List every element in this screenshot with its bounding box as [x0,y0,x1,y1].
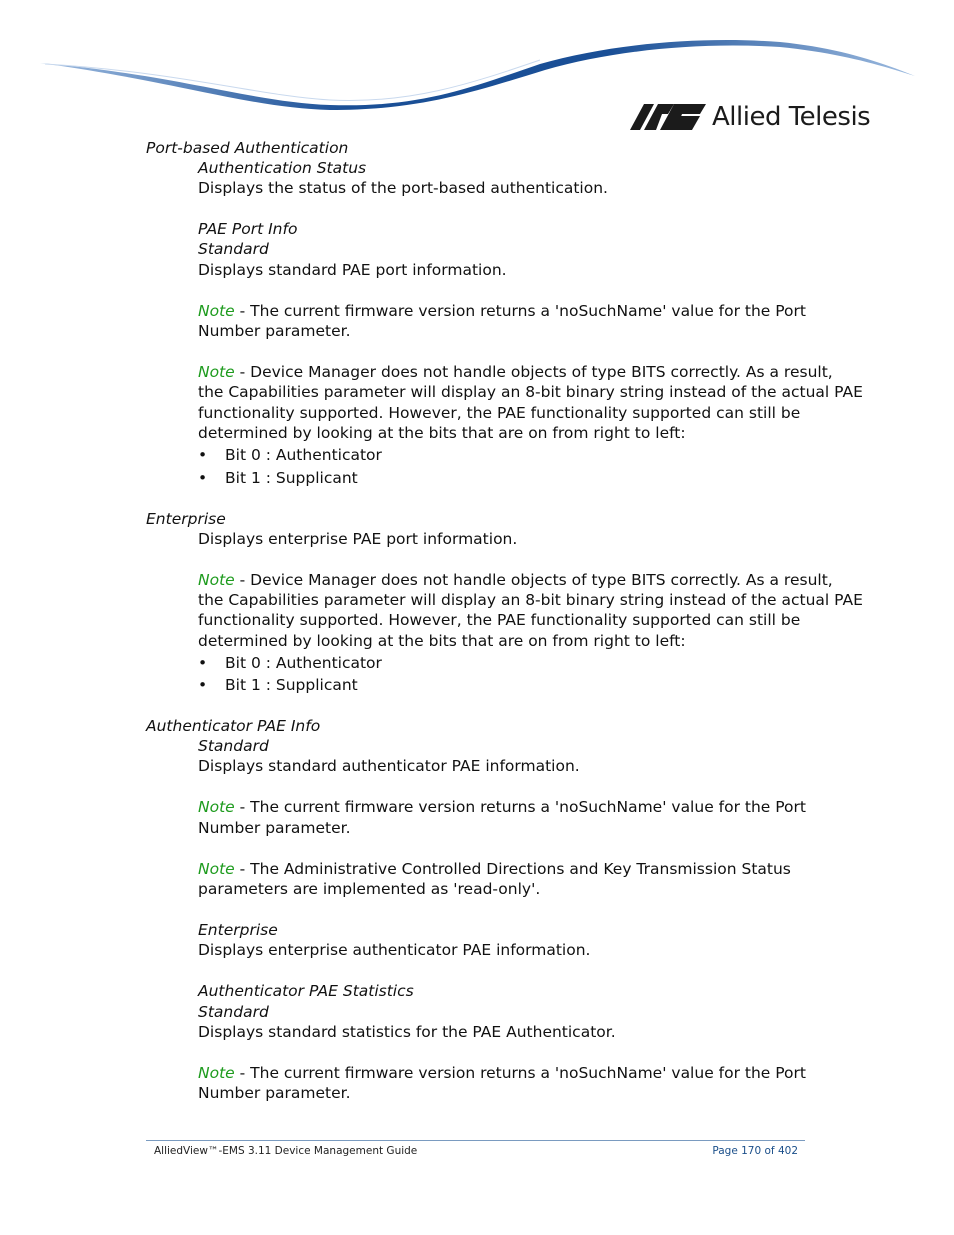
paragraph: Displays enterprise PAE port information. [198,530,518,548]
note-text: - The current firmware version returns a 'noSuchName' value for the Port [234,1064,806,1082]
note-text: - The current firmware version returns a 'noSuchName' value for the Port [234,798,806,816]
note-paragraph [198,362,833,382]
note-text: - The current firmware version returns a 'noSuchName' value for the Port [234,302,806,320]
note-paragraph [198,570,833,590]
note-text: functionality supported. However, the PAE functionality supported can still be [198,404,801,422]
note-text: Number parameter. [198,322,351,340]
subsection-title-standard: Standard [198,240,269,258]
note-paragraph [198,859,791,879]
allied-telesis-logo-mark-icon [630,102,706,132]
paragraph: Displays enterprise authenticator PAE information. [198,941,591,959]
note-text: - Device Manager does not handle objects of type BITS correctly. As a result, [234,571,833,589]
note-paragraph [198,301,806,321]
subsection-title-authenticator-pae-statistics: Authenticator PAE Statistics [198,982,414,1000]
section-title-authenticator-pae-info: Authenticator PAE Info [146,717,321,735]
allied-telesis-logo [630,100,870,134]
bullet-icon: • [198,446,208,464]
bullet-icon: • [198,676,208,694]
note-label: Note [198,302,235,320]
note-text: Number parameter. [198,819,351,837]
note-text: determined by looking at the bits that are on from right to left: [198,632,686,650]
brand-wordmark: Allied Telesis [712,102,871,132]
note-text: the Capabilities parameter will display an 8-bit binary string instead of the actual PAE [198,591,863,609]
note-text: Number parameter. [198,1084,351,1102]
footer-divider [146,1140,805,1141]
note-label: Note [198,798,235,816]
note-label: Note [198,1064,235,1082]
note-text: the Capabilities parameter will display an 8-bit binary string instead of the actual PAE [198,383,863,401]
subsection-title-standard: Standard [198,737,269,755]
note-text: - The Administrative Controlled Directions and Key Transmission Status [234,860,791,878]
note-text: determined by looking at the bits that are on from right to left: [198,424,686,442]
bullet-icon: • [198,654,208,672]
bullet-icon: • [198,469,208,487]
note-paragraph [198,797,806,817]
note-text: functionality supported. However, the PAE functionality supported can still be [198,611,801,629]
footer-doc-title: AlliedView™-EMS 3.11 Device Management Guide [154,1145,418,1157]
paragraph: Displays the status of the port-based authentication. [198,179,608,197]
note-label: Note [198,363,235,381]
paragraph: Displays standard statistics for the PAE Authenticator. [198,1023,616,1041]
note-text: - Device Manager does not handle objects of type BITS correctly. As a result, [234,363,833,381]
footer-page-number: Page 170 of 402 [712,1145,798,1157]
section-title-enterprise: Enterprise [146,510,226,528]
note-label: Note [198,860,235,878]
note-text: parameters are implemented as 'read-only'. [198,880,541,898]
subsection-title-authentication-status: Authentication Status [198,159,367,177]
subsection-title-pae-port-info: PAE Port Info [198,220,298,238]
paragraph: Displays standard PAE port information. [198,261,507,279]
paragraph: Displays standard authenticator PAE information. [198,757,580,775]
subsection-title-enterprise: Enterprise [198,921,278,939]
subsection-title-standard: Standard [198,1003,269,1021]
section-title-port-based-authentication: Port-based Authentication [146,139,349,157]
note-label: Note [198,571,235,589]
note-paragraph [198,1063,806,1083]
